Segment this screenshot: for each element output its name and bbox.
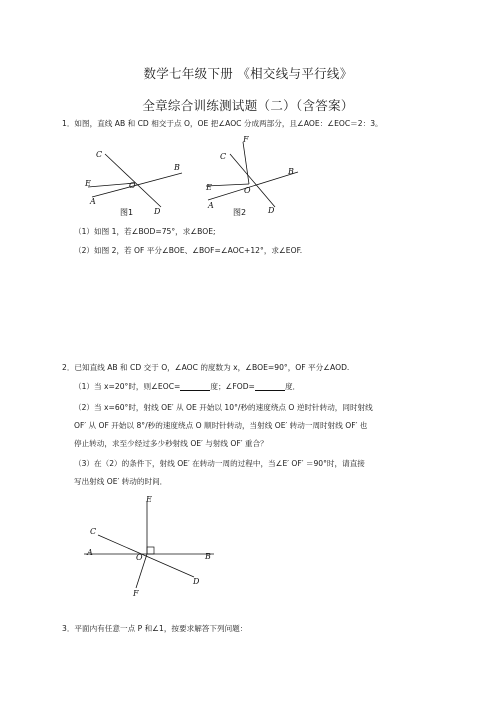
label-d: D [154,207,161,216]
q1-stem: 1．如图，直线 AB 和 CD 相交于点 O，OE 把∠AOC 分成两部分，且∠AOE：∠EOC＝2：3。 [62,119,383,128]
label-o: O [244,186,251,195]
line-cd [230,154,275,207]
label-d: D [193,577,200,586]
label-c: C [220,152,227,161]
label-b: B [174,163,180,172]
q1-part-2: （2）如图 2，若 OF 平分∠BOE、∠BOF=∠AOC+12°，求∠EOF. [74,246,303,255]
label-b: B [205,552,211,561]
ray-of [243,142,249,184]
q3-stem: 3．平面内有任意一点 P 和∠1，按要求解答下列问题： [62,624,248,633]
label-a: A [208,201,214,210]
ray-oe [88,183,135,187]
label-e: E [206,183,212,192]
q2-part-3-line-1: （3）在（2）的条件下，射线 OE′ 在转动一周的过程中，当∠E′ OF′ ＝90°时，请直接 [74,459,365,468]
q1-figure-1 [80,140,190,220]
label-a: A [87,548,93,557]
q2-stem: 2．已知直线 AB 和 CD 交于 O，∠AOC 的度数为 x，∠BOE=90°，OF 平分∠AOD. [62,363,350,372]
right-angle-mark [147,547,154,554]
label-e: E [85,179,91,188]
q2-part-1-text-b: 度；∠FOD= [210,382,255,391]
ray-oe [206,184,249,186]
q2-part-2-line-3: 停止转动，求至少经过多少秒射线 OE′ 与射线 OF′ 重合？ [74,439,268,448]
label-f: F [133,589,139,598]
figure-2-caption: 图2 [233,208,247,217]
label-b: B [288,167,294,176]
page-title: 数学七年级下册 《相交线与平行线》 [143,66,353,81]
line-ab [92,173,182,197]
label-c: C [90,527,97,536]
figure-1-caption: 图1 [120,208,134,217]
label-o: O [136,553,143,562]
q2-part-3-line-2: 写出射线 OE′ 转动的时间． [74,477,168,486]
answer-blank-fod [255,381,285,391]
label-o: O [129,181,136,190]
q1-part-1: （1）如图 1，若∠BOD=75°，求∠BOE; [74,227,216,236]
line-ab [208,172,298,200]
q2-part-2-line-2: OF′ 从 OF 开始以 8°/秒的速度绕点 O 顺时针转动，当射线 OE′ 转动一周时射线 OF′ 也 [74,421,368,430]
label-a: A [90,197,96,206]
label-d: D [268,206,275,215]
label-e: E [146,495,152,504]
q2-part-1-text-a: （1）当 x=20°时，则∠EOC= [74,382,181,391]
label-c: C [96,150,103,159]
answer-blank-eoc [180,381,210,391]
page-subtitle: 全章综合训练测试题（二）（含答案） [142,98,354,113]
q2-part-1 [74,381,300,392]
q2-figure [84,492,224,602]
q2-part-1-text-c: 度． [284,382,301,391]
label-f: F [243,135,249,144]
q1-figure-2 [200,134,310,220]
q2-part-2-line-1: （2）当 x=60°时，射线 OE′ 从 OE 开始以 10°/秒的速度绕点 O 逆时针转动，同时射线 [74,403,373,412]
